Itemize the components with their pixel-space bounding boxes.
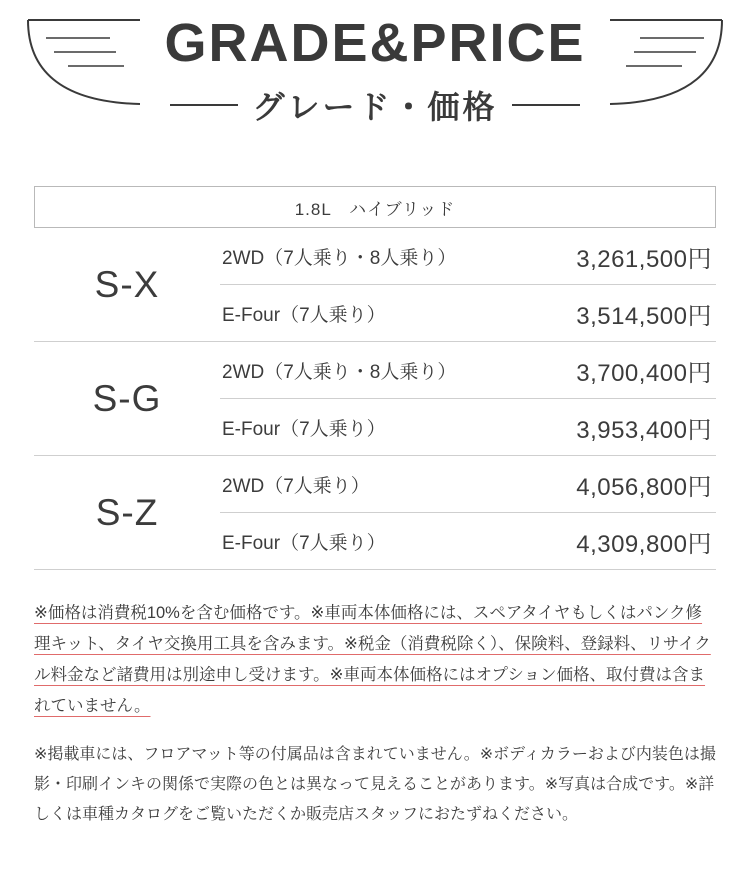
table-row	[220, 228, 716, 285]
drive-type-label: 2WD（7人乗り・8人乗り）	[222, 247, 457, 269]
table-row	[220, 285, 716, 341]
price-value: 4,056,800円	[576, 473, 712, 501]
notes-underlined-text: ※価格は消費税10%を含む価格です。※車両本体価格には、スペアタイヤもしくはパンク修理キット、タイヤ交換用工具を含みます。※税金（消費税除く）、保険料、登録料、リサイクル料金など諸費用は別途申し受けます。※車両本体価格にはオプション価格、取付費は含まれていません。	[34, 604, 711, 715]
notes-section	[34, 598, 716, 830]
grade-name: S-X	[94, 263, 160, 305]
page-subtitle-wrap	[0, 82, 750, 128]
drive-type-label: E-Four（7人乗り）	[222, 532, 386, 554]
page-title: GRADE&PRICE	[164, 13, 586, 73]
price-value: 3,953,400円	[576, 416, 712, 444]
price-value: 3,700,400円	[576, 359, 712, 387]
drive-type-label: E-Four（7人乗り）	[222, 418, 386, 440]
grade-rows	[220, 456, 716, 569]
grade-price-table	[34, 186, 716, 570]
subtitle-rule-left	[170, 104, 238, 106]
price-value: 3,261,500円	[576, 245, 712, 273]
page-header	[0, 0, 750, 160]
table-row	[220, 342, 716, 399]
grade-name: S-G	[92, 377, 162, 419]
notes-plain-text: ※掲載車には、フロアマット等の付属品は含まれていません。※ボディカラーおよび内装色は撮影・印刷インキの関係で実際の色とは異なって見えることがあります。※写真は合成です。※詳しくは車種カタログをご覧いただくか販売店スタッフにおたずねください。	[34, 746, 716, 823]
grade-block	[34, 228, 716, 342]
engine-header-label: 1.8L ハイブリッド	[294, 199, 456, 219]
subtitle-rule-right	[512, 104, 580, 106]
table-row	[220, 513, 716, 569]
table-row	[220, 456, 716, 513]
grade-block	[34, 342, 716, 456]
grade-name: S-Z	[95, 491, 159, 533]
grade-block	[34, 456, 716, 570]
drive-type-label: 2WD（7人乗り）	[222, 475, 370, 497]
grade-rows	[220, 228, 716, 341]
engine-header-row	[34, 186, 716, 228]
drive-type-label: 2WD（7人乗り・8人乗り）	[222, 361, 457, 383]
table-row	[220, 399, 716, 455]
drive-type-label: E-Four（7人乗り）	[222, 304, 386, 326]
price-value: 4,309,800円	[576, 530, 712, 558]
price-value: 3,514,500円	[576, 302, 712, 330]
grade-rows	[220, 342, 716, 455]
page-subtitle: グレード・価格	[252, 89, 498, 125]
